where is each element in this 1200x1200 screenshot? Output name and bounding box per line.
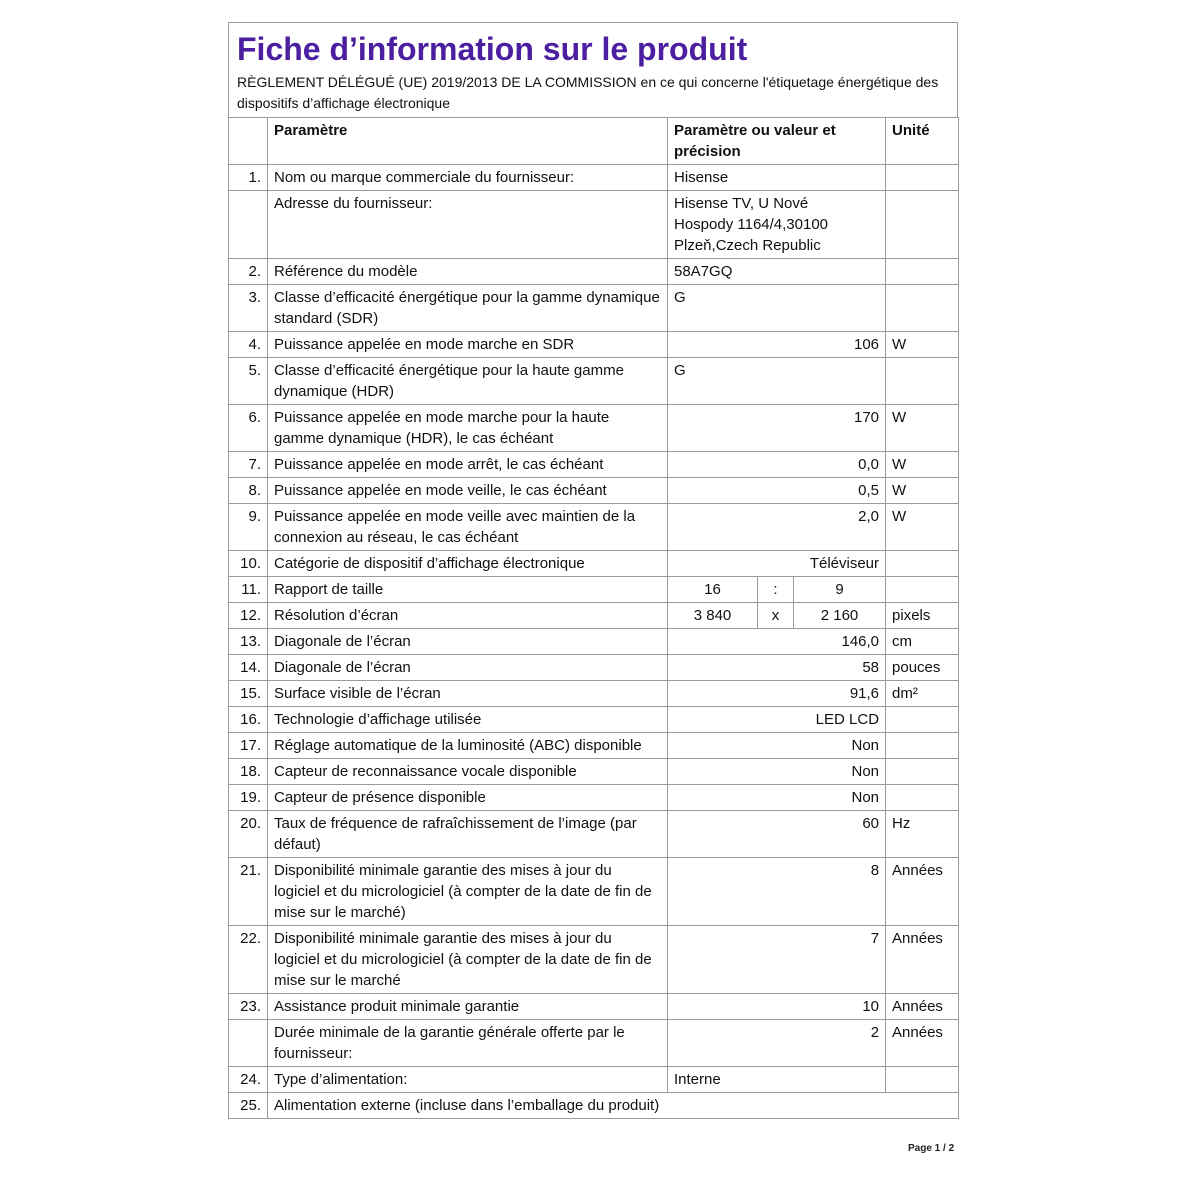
row-value: 2,0 [668, 504, 886, 551]
table-row [229, 707, 959, 733]
table-row [229, 603, 959, 629]
table-row [229, 452, 959, 478]
table-row [229, 259, 959, 285]
row-value: 58A7GQ [668, 259, 886, 285]
row-unit: W [886, 478, 959, 504]
row-number: 23. [229, 994, 268, 1020]
table-row [229, 332, 959, 358]
table-row [229, 1067, 959, 1093]
row-unit [886, 191, 959, 259]
resolution-width: 3 840 [668, 603, 758, 629]
row-unit: Années [886, 1020, 959, 1067]
row-number: 1. [229, 165, 268, 191]
row-number: 13. [229, 629, 268, 655]
resolution-separator: x [758, 603, 794, 629]
table-row [229, 191, 959, 259]
row-number: 25. [229, 1093, 268, 1119]
table-row [229, 478, 959, 504]
row-value: 60 [668, 811, 886, 858]
row-label: Référence du modèle [268, 259, 668, 285]
table-row [229, 994, 959, 1020]
row-number [229, 191, 268, 259]
row-label: Rapport de taille [268, 577, 668, 603]
table-header-row [229, 118, 959, 165]
row-value: 0,0 [668, 452, 886, 478]
table-row [229, 504, 959, 551]
row-label: Classe d’efficacité énergétique pour la haute gamme dynamique (HDR) [268, 358, 668, 405]
row-value: 58 [668, 655, 886, 681]
row-label: Alimentation externe (incluse dans l’emballage du produit) [268, 1093, 959, 1119]
table-row [229, 285, 959, 332]
row-label: Taux de fréquence de rafraîchissement de l’image (par défaut) [268, 811, 668, 858]
row-unit [886, 358, 959, 405]
row-number: 20. [229, 811, 268, 858]
table-row [229, 358, 959, 405]
row-value: Non [668, 733, 886, 759]
row-value: G [668, 285, 886, 332]
page-number: Page 1 / 2 [908, 1143, 955, 1154]
row-number: 18. [229, 759, 268, 785]
row-unit: Hz [886, 811, 959, 858]
table-row [229, 681, 959, 707]
row-label: Disponibilité minimale garantie des mises à jour du logiciel et du micrologiciel (à compter de la date de fin de mise sur le marché) [268, 858, 668, 926]
row-unit [886, 733, 959, 759]
row-unit: cm [886, 629, 959, 655]
row-label: Type d’alimentation: [268, 1067, 668, 1093]
row-unit [886, 285, 959, 332]
row-label: Technologie d’affichage utilisée [268, 707, 668, 733]
row-value: Téléviseur [668, 551, 886, 577]
row-unit [886, 707, 959, 733]
row-value: 91,6 [668, 681, 886, 707]
table-row [229, 1020, 959, 1067]
row-label: Puissance appelée en mode marche pour la haute gamme dynamique (HDR), le cas échéant [268, 405, 668, 452]
row-number: 6. [229, 405, 268, 452]
row-unit: W [886, 452, 959, 478]
row-label: Diagonale de l’écran [268, 655, 668, 681]
row-label: Puissance appelée en mode veille avec maintien de la connexion au réseau, le cas échéant [268, 504, 668, 551]
page-title: Fiche d’information sur le produit [237, 31, 748, 67]
row-unit: pixels [886, 603, 959, 629]
row-value: Non [668, 759, 886, 785]
table-row [229, 733, 959, 759]
row-unit [886, 259, 959, 285]
header-value: Paramètre ou valeur et précision [668, 118, 886, 165]
row-label: Puissance appelée en mode arrêt, le cas échéant [268, 452, 668, 478]
row-number: 3. [229, 285, 268, 332]
row-number: 4. [229, 332, 268, 358]
row-label: Assistance produit minimale garantie [268, 994, 668, 1020]
row-unit [886, 577, 959, 603]
header-unit: Unité [886, 118, 959, 165]
row-number [229, 1020, 268, 1067]
row-value: 8 [668, 858, 886, 926]
row-label: Puissance appelée en mode marche en SDR [268, 332, 668, 358]
table-row [229, 858, 959, 926]
row-number: 21. [229, 858, 268, 926]
table-row [229, 785, 959, 811]
aspect-separator: : [758, 577, 794, 603]
row-value: 2 [668, 1020, 886, 1067]
row-number: 24. [229, 1067, 268, 1093]
row-unit: W [886, 504, 959, 551]
row-value: 0,5 [668, 478, 886, 504]
row-value: 170 [668, 405, 886, 452]
table-row [229, 577, 959, 603]
table-row [229, 811, 959, 858]
row-label: Classe d’efficacité énergétique pour la gamme dynamique standard (SDR) [268, 285, 668, 332]
row-value: LED LCD [668, 707, 886, 733]
row-unit: dm² [886, 681, 959, 707]
table-row [229, 405, 959, 452]
row-number: 5. [229, 358, 268, 405]
row-unit [886, 1067, 959, 1093]
table-row [229, 926, 959, 994]
row-unit [886, 165, 959, 191]
regulation-subtitle: RÈGLEMENT DÉLÉGUÉ (UE) 2019/2013 DE LA COMMISSION en ce qui concerne l'étiquetage énergétique des dispositifs d’affichage électronique [237, 74, 939, 111]
aspect-height: 9 [794, 577, 886, 603]
row-unit: Années [886, 858, 959, 926]
row-label: Disponibilité minimale garantie des mises à jour du logiciel et du micrologiciel (à compter de la date de fin de mise sur le marché [268, 926, 668, 994]
row-unit: W [886, 332, 959, 358]
row-label: Diagonale de l’écran [268, 629, 668, 655]
row-value: Hisense [668, 165, 886, 191]
row-number: 8. [229, 478, 268, 504]
table-row [229, 1093, 959, 1119]
table-row [229, 165, 959, 191]
row-unit: Années [886, 926, 959, 994]
row-number: 19. [229, 785, 268, 811]
row-value: 7 [668, 926, 886, 994]
resolution-height: 2 160 [794, 603, 886, 629]
row-value: Non [668, 785, 886, 811]
row-number: 9. [229, 504, 268, 551]
row-label: Surface visible de l’écran [268, 681, 668, 707]
row-value: 10 [668, 994, 886, 1020]
row-unit [886, 759, 959, 785]
row-number: 14. [229, 655, 268, 681]
row-number: 12. [229, 603, 268, 629]
header-parameter: Paramètre [268, 118, 668, 165]
row-label: Capteur de reconnaissance vocale disponible [268, 759, 668, 785]
row-unit: pouces [886, 655, 959, 681]
parameters-table [228, 117, 959, 1119]
row-number: 17. [229, 733, 268, 759]
aspect-width: 16 [668, 577, 758, 603]
row-label: Nom ou marque commerciale du fournisseur: [268, 165, 668, 191]
table-row [229, 759, 959, 785]
row-unit [886, 551, 959, 577]
row-number: 16. [229, 707, 268, 733]
row-number: 7. [229, 452, 268, 478]
row-number: 2. [229, 259, 268, 285]
row-unit [886, 785, 959, 811]
row-value: 146,0 [668, 629, 886, 655]
row-unit: Années [886, 994, 959, 1020]
sheet-header [228, 22, 958, 117]
row-label: Durée minimale de la garantie générale offerte par le fournisseur: [268, 1020, 668, 1067]
row-unit: W [886, 405, 959, 452]
row-value: Interne [668, 1067, 886, 1093]
row-number: 22. [229, 926, 268, 994]
row-number: 11. [229, 577, 268, 603]
row-value: 106 [668, 332, 886, 358]
row-value: Hisense TV, U Nové Hospody 1164/4,30100 Plzeň,Czech Republic [668, 191, 886, 259]
row-number: 10. [229, 551, 268, 577]
row-value: G [668, 358, 886, 405]
table-row [229, 655, 959, 681]
table-row [229, 629, 959, 655]
row-label: Catégorie de dispositif d’affichage électronique [268, 551, 668, 577]
row-label: Puissance appelée en mode veille, le cas échéant [268, 478, 668, 504]
product-information-sheet [228, 22, 958, 1119]
row-label: Capteur de présence disponible [268, 785, 668, 811]
row-label: Adresse du fournisseur: [268, 191, 668, 259]
row-number: 15. [229, 681, 268, 707]
row-label: Réglage automatique de la luminosité (ABC) disponible [268, 733, 668, 759]
table-row [229, 551, 959, 577]
row-label: Résolution d’écran [268, 603, 668, 629]
